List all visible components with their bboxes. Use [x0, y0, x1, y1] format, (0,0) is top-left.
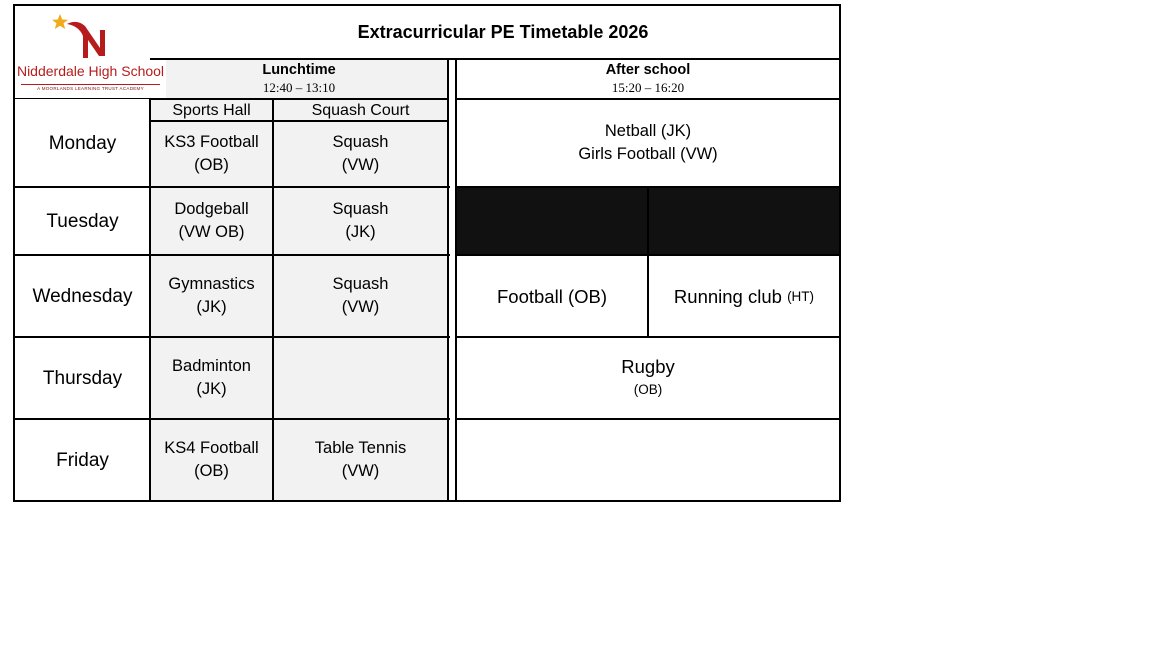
logo-divider: [21, 84, 160, 85]
wednesday-squash-cell: [273, 255, 448, 337]
tuesday-sports-hall-cell: [150, 187, 273, 255]
after-school-header: [456, 59, 840, 99]
thursday-sports-hall-cell: [150, 337, 273, 419]
staff-initials: (OB): [194, 156, 229, 174]
day-tuesday: Tuesday: [46, 210, 119, 232]
staff-initials: (VW): [341, 156, 380, 174]
day-monday: Monday: [48, 132, 117, 154]
logo-mark-icon: [15, 6, 166, 66]
monday-squash-cell: [273, 121, 448, 187]
wednesday-after-school-cell-1: [456, 255, 648, 337]
lunchtime-time: 12:40 – 13:10: [262, 80, 336, 95]
activity-name: Badminton: [172, 357, 251, 375]
friday-after-school-cell: [456, 419, 840, 501]
activity-name: Squash: [332, 200, 389, 218]
day-thursday: Thursday: [42, 367, 123, 389]
school-tagline: A MOORLANDS LEARNING TRUST ACADEMY: [37, 86, 144, 91]
friday-squash-cell: [273, 419, 448, 501]
staff-initials: (VW OB): [178, 223, 245, 241]
day-friday: Friday: [56, 449, 109, 471]
activity-name: Football (OB): [496, 285, 607, 307]
friday-sports-hall-cell: [150, 419, 273, 501]
after-school-time: 15:20 – 16:20: [611, 80, 685, 95]
activity-name: Netball (JK): [604, 122, 692, 140]
staff-initials: (VW): [341, 462, 380, 480]
tuesday-squash-cell: [273, 187, 448, 255]
staff-initials: (VW): [341, 298, 380, 316]
activity-name: Squash: [332, 133, 389, 151]
activity-name: Gymnastics: [168, 275, 255, 293]
thursday-squash-cell: [273, 337, 448, 419]
staff-initials: (JK): [196, 298, 227, 316]
activity-name: Squash: [332, 275, 389, 293]
activity-name: KS4 Football: [164, 439, 259, 457]
activity-name: Rugby: [621, 356, 675, 377]
venue-squash-court: Squash Court: [311, 101, 410, 119]
venue-sports-hall: Sports Hall: [172, 101, 251, 119]
day-wednesday: Wednesday: [32, 285, 133, 307]
activity-name: Dodgeball: [174, 200, 249, 218]
thursday-after-school-cell: [456, 337, 840, 419]
activity-name: Running club: [673, 285, 782, 307]
staff-initials: (JK): [196, 380, 227, 398]
school-name: Nidderdale High School: [16, 63, 165, 79]
activity-name: Girls Football (VW): [578, 145, 718, 163]
staff-initials: (OB): [633, 382, 663, 397]
wednesday-sports-hall-cell: [150, 255, 273, 337]
staff-initials: (JK): [345, 223, 376, 241]
activity-name: KS3 Football: [164, 133, 259, 151]
school-logo: [15, 6, 166, 99]
page-title: Extracurricular PE Timetable 2026: [357, 22, 649, 42]
lunchtime-header: [150, 59, 448, 99]
wednesday-after-school-cell-2: [648, 255, 840, 337]
lunchtime-label: Lunchtime: [262, 62, 336, 78]
staff-initials: (HT): [787, 288, 815, 304]
staff-initials: (OB): [194, 462, 229, 480]
activity-name: Table Tennis: [314, 439, 407, 457]
monday-sports-hall-cell: [150, 121, 273, 187]
after-school-label: After school: [605, 62, 691, 78]
monday-after-school-cell: [456, 99, 840, 187]
